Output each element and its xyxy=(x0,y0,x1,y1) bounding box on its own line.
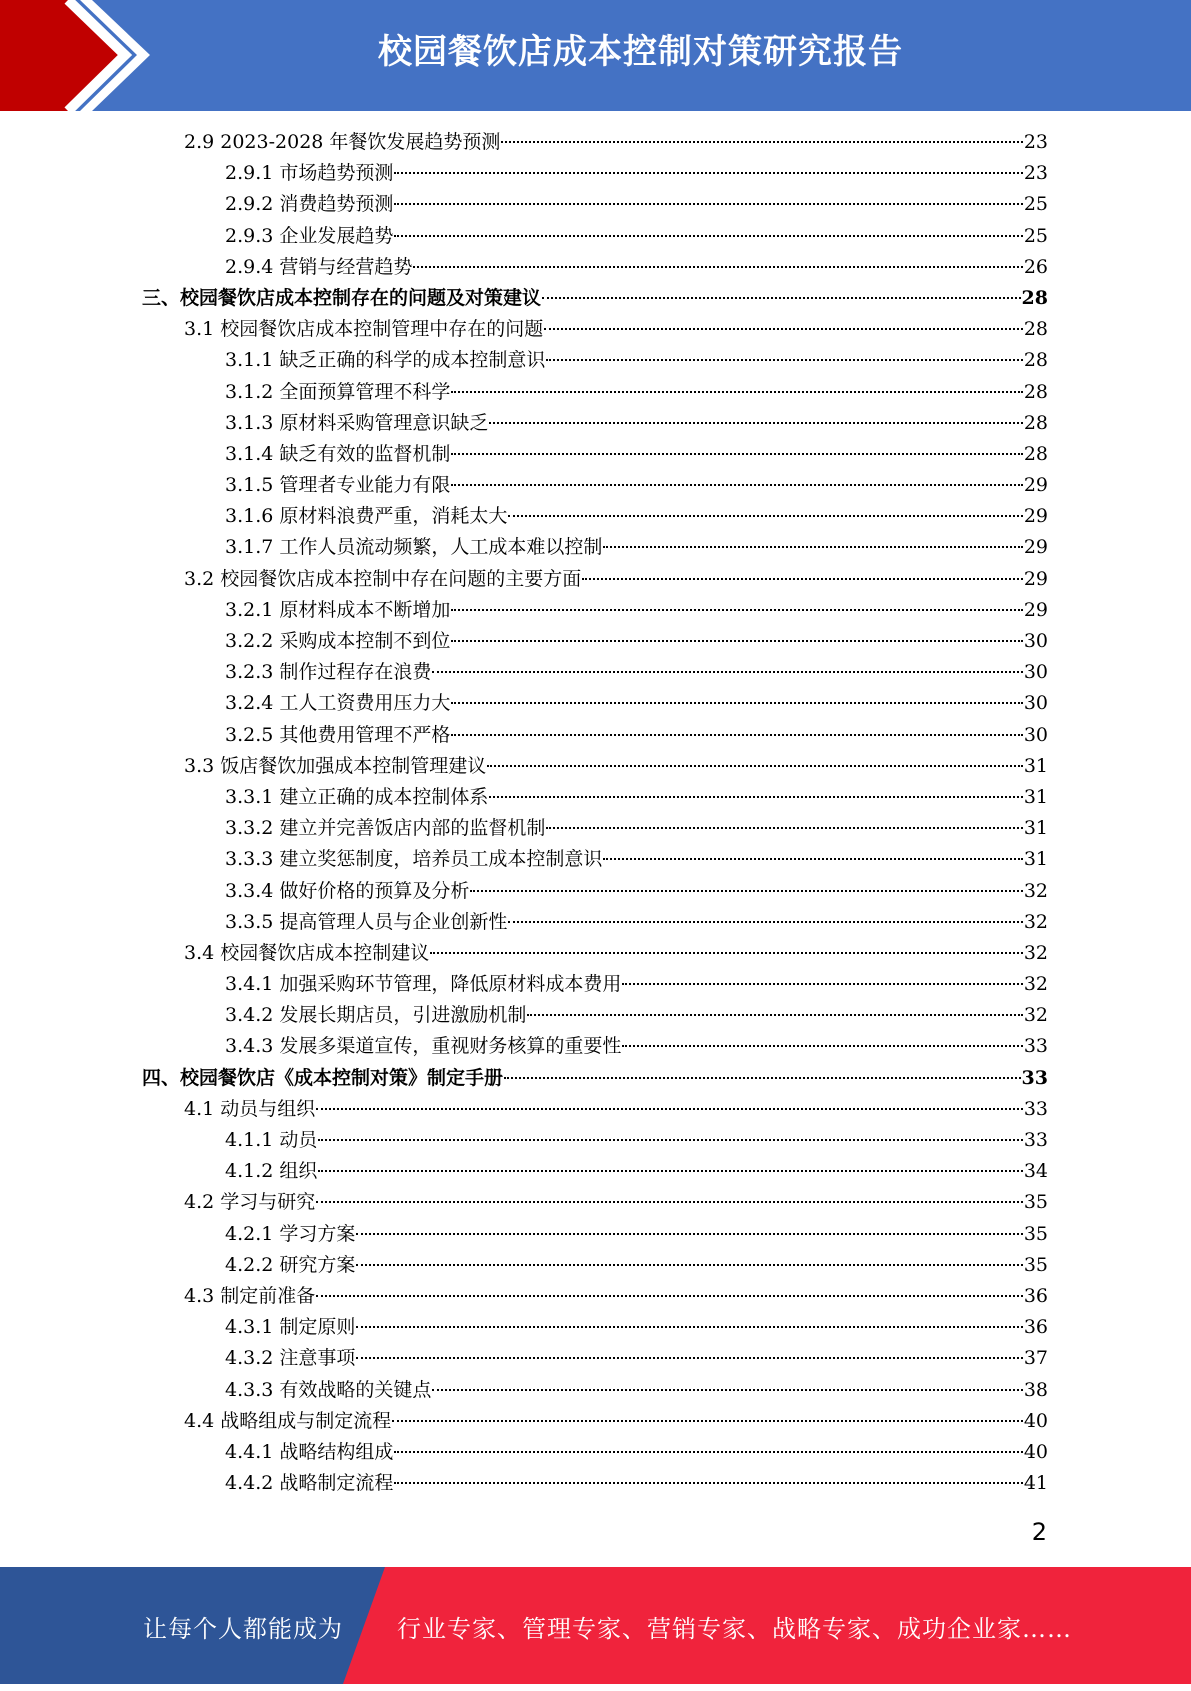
toc-entry-title: 4.1 动员与组织 xyxy=(184,1097,316,1120)
toc-entry-page: 33 xyxy=(1023,1097,1048,1120)
toc-entry-title: 四、校园餐饮店《成本控制对策》制定手册 xyxy=(142,1066,504,1089)
toc-entry[interactable] xyxy=(0,844,1191,875)
toc-entry-title: 2.9 2023-2028 年餐饮发展趋势预测 xyxy=(184,131,501,153)
toc-dot-leader xyxy=(318,1139,1022,1141)
toc-entry-page: 36 xyxy=(1023,1284,1048,1307)
toc-entry[interactable] xyxy=(0,1031,1191,1062)
toc-dot-leader xyxy=(470,890,1022,892)
toc-entry-page: 31 xyxy=(1023,785,1048,808)
page-header xyxy=(0,0,1191,111)
toc-entry[interactable] xyxy=(0,127,1191,158)
toc-entry-title: 4.2.1 学习方案 xyxy=(225,1222,356,1245)
toc-entry-page: 30 xyxy=(1023,661,1048,684)
toc-dot-leader xyxy=(432,671,1022,673)
toc-entry-title: 4.3 制定前准备 xyxy=(184,1284,316,1307)
toc-entry-page: 31 xyxy=(1023,817,1048,840)
toc-entry[interactable] xyxy=(0,1187,1191,1218)
toc-entry-page: 28 xyxy=(1023,380,1048,403)
toc-dot-leader xyxy=(544,328,1023,330)
toc-entry[interactable] xyxy=(0,283,1191,314)
page-footer xyxy=(0,1567,1191,1684)
toc-dot-leader xyxy=(432,1389,1022,1391)
document-title: 校园餐饮店成本控制对策研究报告 xyxy=(378,32,903,72)
toc-dot-leader xyxy=(451,702,1022,704)
toc-entry-page: 29 xyxy=(1023,536,1048,559)
toc-dot-leader xyxy=(451,640,1022,642)
toc-dot-leader xyxy=(546,359,1022,361)
toc-entry[interactable] xyxy=(0,1250,1191,1281)
toc-entry-title: 3.3.1 建立正确的成本控制体系 xyxy=(225,785,489,808)
toc-dot-leader xyxy=(489,796,1022,798)
toc-entry[interactable] xyxy=(0,938,1191,969)
toc-entry-page: 25 xyxy=(1023,224,1048,247)
toc-entry-title: 3.3.5 提高管理人员与企业创新性 xyxy=(225,910,508,933)
toc-entry-page: 31 xyxy=(1023,754,1048,777)
toc-entry[interactable] xyxy=(0,876,1191,907)
toc-dot-leader xyxy=(394,235,1022,237)
toc-entry-page: 41 xyxy=(1023,1472,1048,1495)
toc-entry-title: 3.3.4 做好价格的预算及分析 xyxy=(225,879,470,902)
toc-entry-title: 4.1.2 组织 xyxy=(225,1160,318,1183)
toc-entry-title: 4.3.1 制定原则 xyxy=(225,1316,356,1339)
toc-dot-leader xyxy=(451,609,1022,611)
toc-dot-leader xyxy=(622,983,1022,985)
toc-entry-title: 3.1.3 原材料采购管理意识缺乏 xyxy=(225,411,489,434)
toc-entry-title: 3.2 校园餐饮店成本控制中存在问题的主要方面 xyxy=(184,567,582,590)
toc-entry[interactable] xyxy=(0,1312,1191,1343)
toc-dot-leader xyxy=(504,1077,1021,1079)
toc-entry-title: 3.2.1 原材料成本不断增加 xyxy=(225,598,451,621)
toc-entry[interactable] xyxy=(0,813,1191,844)
toc-entry-title: 3.4.1 加强采购环节管理，降低原材料成本费用 xyxy=(225,973,622,996)
toc-entry-title: 3.4 校园餐饮店成本控制建议 xyxy=(184,941,430,964)
toc-entry-page: 29 xyxy=(1023,598,1048,621)
toc-entry-page: 29 xyxy=(1023,505,1048,528)
toc-dot-leader xyxy=(622,1045,1022,1047)
toc-entry[interactable] xyxy=(0,158,1191,189)
toc-dot-leader xyxy=(356,1357,1022,1359)
toc-dot-leader xyxy=(394,1451,1022,1453)
toc-dot-leader xyxy=(603,546,1022,548)
toc-entry-page: 32 xyxy=(1023,879,1048,902)
toc-dot-leader xyxy=(394,203,1022,205)
toc-entry[interactable] xyxy=(0,595,1191,626)
toc-entry-page: 29 xyxy=(1023,474,1048,497)
toc-entry[interactable] xyxy=(0,564,1191,595)
toc-dot-leader xyxy=(356,1233,1022,1235)
toc-entry[interactable] xyxy=(0,1094,1191,1125)
toc-entry-title: 2.9.3 企业发展趋势 xyxy=(225,224,394,247)
toc-entry[interactable] xyxy=(0,688,1191,719)
toc-entry[interactable] xyxy=(0,345,1191,376)
toc-entry-title: 3.1.6 原材料浪费严重，消耗太大 xyxy=(225,505,508,528)
toc-entry[interactable] xyxy=(0,314,1191,345)
toc-dot-leader xyxy=(316,1108,1023,1110)
toc-entry-title: 4.3.3 有效战略的关键点 xyxy=(225,1378,432,1401)
toc-entry-page: 28 xyxy=(1023,442,1048,465)
toc-dot-leader xyxy=(316,1295,1023,1297)
toc-entry-title: 4.4.2 战略制定流程 xyxy=(225,1472,394,1495)
toc-entry-page: 33 xyxy=(1023,1035,1048,1058)
toc-entry[interactable] xyxy=(0,657,1191,688)
toc-entry-title: 3.1.5 管理者专业能力有限 xyxy=(225,474,451,497)
toc-entry-page: 35 xyxy=(1023,1191,1048,1214)
toc-entry[interactable] xyxy=(0,189,1191,220)
toc-entry[interactable] xyxy=(0,969,1191,1000)
toc-entry-page: 32 xyxy=(1023,910,1048,933)
toc-dot-leader xyxy=(527,1014,1022,1016)
toc-entry-title: 4.2.2 研究方案 xyxy=(225,1253,356,1276)
toc-entry-page: 28 xyxy=(1021,286,1048,309)
toc-entry-title: 2.9.4 营销与经营趋势 xyxy=(225,255,413,278)
toc-entry-title: 4.4.1 战略结构组成 xyxy=(225,1440,394,1463)
toc-dot-leader xyxy=(451,391,1022,393)
toc-entry-page: 32 xyxy=(1023,941,1048,964)
toc-dot-leader xyxy=(392,1420,1023,1422)
toc-entry[interactable] xyxy=(0,1343,1191,1374)
toc-dot-leader xyxy=(451,484,1022,486)
toc-entry-title: 3.3.3 建立奖惩制度，培养员工成本控制意识 xyxy=(225,848,603,871)
toc-entry-page: 25 xyxy=(1023,193,1048,216)
toc-entry-title: 4.4 战略组成与制定流程 xyxy=(184,1409,392,1432)
toc-entry-title: 3.3 饭店餐饮加强成本控制管理建议 xyxy=(184,754,487,777)
toc-entry-title: 3.3.2 建立并完善饭店内部的监督机制 xyxy=(225,817,546,840)
toc-entry-title: 2.9.2 消费趋势预测 xyxy=(225,193,394,216)
toc-entry-page: 36 xyxy=(1023,1316,1048,1339)
toc-entry[interactable] xyxy=(0,907,1191,938)
toc-dot-leader xyxy=(451,453,1022,455)
toc-entry[interactable] xyxy=(0,252,1191,283)
toc-entry-title: 3.1.1 缺乏正确的科学的成本控制意识 xyxy=(225,349,546,372)
toc-entry[interactable] xyxy=(0,1156,1191,1187)
page-number: 2 xyxy=(1031,1518,1047,1546)
toc-entry-page: 30 xyxy=(1023,723,1048,746)
toc-dot-leader xyxy=(316,1201,1023,1203)
toc-entry-title: 4.1.1 动员 xyxy=(225,1129,318,1151)
toc-dot-leader xyxy=(489,422,1022,424)
toc-entry-page: 28 xyxy=(1023,318,1048,341)
table-of-contents xyxy=(0,127,1191,1499)
toc-entry[interactable] xyxy=(0,532,1191,563)
toc-dot-leader xyxy=(582,578,1023,580)
toc-entry-page: 28 xyxy=(1023,411,1048,434)
toc-entry-page: 37 xyxy=(1023,1347,1048,1370)
toc-dot-leader xyxy=(413,266,1022,268)
toc-dot-leader xyxy=(487,765,1023,767)
toc-entry-page: 30 xyxy=(1023,630,1048,652)
toc-entry[interactable] xyxy=(0,1219,1191,1250)
toc-entry-title: 3.4.3 发展多渠道宣传，重视财务核算的重要性 xyxy=(225,1035,622,1058)
toc-entry-page: 40 xyxy=(1023,1409,1048,1432)
toc-entry[interactable] xyxy=(0,501,1191,532)
toc-entry-page: 35 xyxy=(1023,1253,1048,1276)
toc-entry[interactable] xyxy=(0,408,1191,439)
toc-entry-page: 26 xyxy=(1023,255,1048,278)
toc-dot-leader xyxy=(394,172,1022,174)
toc-entry-page: 31 xyxy=(1023,848,1048,871)
footer-slogan-right: 行业专家、管理专家、营销专家、战略专家、成功企业家…… xyxy=(397,1615,1072,1643)
toc-entry[interactable] xyxy=(0,377,1191,408)
toc-entry[interactable] xyxy=(0,751,1191,782)
toc-entry[interactable] xyxy=(0,1000,1191,1031)
toc-entry[interactable] xyxy=(0,221,1191,252)
toc-entry-page: 32 xyxy=(1023,973,1048,996)
toc-entry-title: 3.2.2 采购成本控制不到位 xyxy=(225,630,451,652)
toc-dot-leader xyxy=(501,141,1022,143)
toc-entry-page: 33 xyxy=(1021,1066,1048,1089)
toc-entry-page: 29 xyxy=(1023,567,1048,590)
toc-entry-title: 3.1.2 全面预算管理不科学 xyxy=(225,380,451,403)
toc-dot-leader xyxy=(546,827,1022,829)
toc-entry-title: 4.2 学习与研究 xyxy=(184,1191,316,1214)
toc-entry-page: 28 xyxy=(1023,349,1048,372)
toc-dot-leader xyxy=(508,921,1022,923)
toc-entry[interactable] xyxy=(0,1063,1191,1094)
toc-entry[interactable] xyxy=(0,626,1191,657)
toc-entry-title: 3.4.2 发展长期店员，引进激励机制 xyxy=(225,1004,527,1027)
toc-entry-title: 4.3.2 注意事项 xyxy=(225,1347,356,1370)
toc-entry-title: 3.1.4 缺乏有效的监督机制 xyxy=(225,442,451,465)
toc-entry-page: 38 xyxy=(1023,1378,1048,1401)
toc-entry[interactable] xyxy=(0,1406,1191,1437)
toc-dot-leader xyxy=(430,952,1023,954)
toc-entry-title: 3.2.4 工人工资费用压力大 xyxy=(225,692,451,715)
toc-entry[interactable] xyxy=(0,1468,1191,1499)
toc-dot-leader xyxy=(451,734,1022,736)
toc-entry-page: 40 xyxy=(1023,1440,1048,1463)
toc-dot-leader xyxy=(318,1170,1022,1172)
toc-entry-page: 30 xyxy=(1023,692,1048,715)
toc-entry[interactable] xyxy=(0,470,1191,501)
toc-entry-page: 33 xyxy=(1023,1129,1048,1151)
toc-dot-leader xyxy=(394,1482,1022,1484)
toc-dot-leader xyxy=(356,1326,1022,1328)
toc-entry-page: 34 xyxy=(1023,1160,1048,1183)
toc-entry[interactable] xyxy=(0,439,1191,470)
toc-entry[interactable] xyxy=(0,1375,1191,1406)
toc-entry-title: 2.9.1 市场趋势预测 xyxy=(225,162,394,185)
toc-dot-leader xyxy=(508,515,1022,517)
toc-entry-title: 3.2.3 制作过程存在浪费 xyxy=(225,661,432,684)
toc-entry-title: 3.1.7 工作人员流动频繁，人工成本难以控制 xyxy=(225,536,603,559)
toc-dot-leader xyxy=(603,858,1022,860)
toc-dot-leader xyxy=(356,1264,1022,1266)
toc-entry-page: 23 xyxy=(1023,131,1048,153)
toc-entry-title: 3.2.5 其他费用管理不严格 xyxy=(225,723,451,746)
toc-entry[interactable] xyxy=(0,1437,1191,1468)
toc-dot-leader xyxy=(542,297,1021,299)
toc-entry-page: 23 xyxy=(1023,162,1048,185)
footer-slogan-left: 让每个人都能成为 xyxy=(143,1615,343,1643)
toc-entry[interactable] xyxy=(0,1281,1191,1312)
toc-entry-page: 32 xyxy=(1023,1004,1048,1027)
toc-entry-page: 35 xyxy=(1023,1222,1048,1245)
toc-entry-title: 3.1 校园餐饮店成本控制管理中存在的问题 xyxy=(184,318,544,341)
toc-entry[interactable] xyxy=(0,1125,1191,1156)
toc-entry[interactable] xyxy=(0,720,1191,751)
toc-entry[interactable] xyxy=(0,782,1191,813)
toc-entry-title: 三、校园餐饮店成本控制存在的问题及对策建议 xyxy=(142,286,542,309)
